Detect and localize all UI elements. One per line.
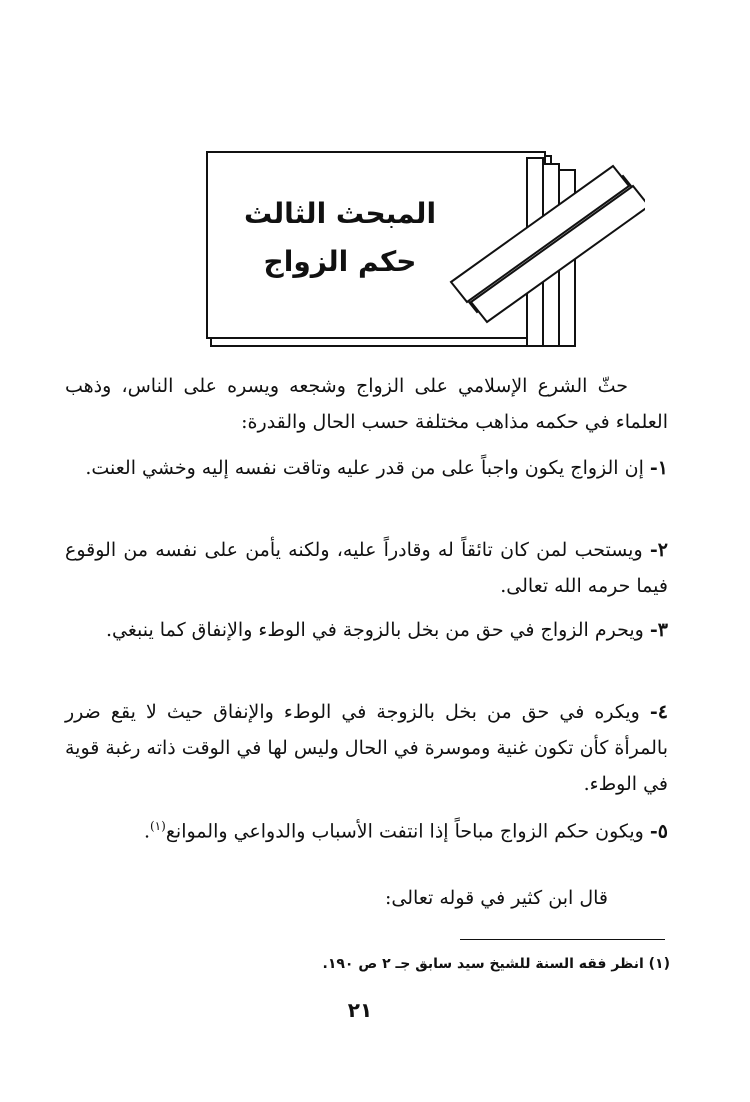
- section-label: المبحث الثالث: [243, 197, 437, 230]
- footnote-text: انظر فقه السنة للشيخ سيد سابق جـ ٢ ص ١٩٠.: [322, 956, 644, 972]
- list-item-number: ٢-: [649, 539, 668, 561]
- list-item-number: ٥-: [649, 820, 668, 843]
- list-item-1: [65, 450, 668, 486]
- list-item-4: [65, 694, 668, 802]
- section-title: حكم الزواج: [263, 245, 417, 278]
- list-item-number: ٤-: [649, 701, 668, 723]
- list-item-number: ١-: [649, 457, 668, 479]
- list-item-3: [65, 612, 668, 648]
- list-item-end: .: [143, 820, 150, 843]
- footnote-reference[interactable]: (١): [149, 819, 166, 833]
- quote-intro: قال ابن كثير في قوله تعالى:: [385, 887, 608, 909]
- list-item-text: ويكون حكم الزواج مباحاً إذا انتفت الأسباب والدواعي والموانع: [165, 820, 644, 843]
- list-item-text: ويكره في حق من بخل بالزوجة في الوطء والإنفاق حيث لا يقع ضرر بالمرأة كأن تكون غنية وموسرة في الحال وليس لها في الوقت ذاته رغبة قوية في الوطء.: [65, 701, 668, 795]
- list-item-text: إن الزواج يكون واجباً على من قدر عليه وتاقت نفسه إليه وخشي العنت.: [85, 457, 644, 479]
- list-item-5: [65, 808, 668, 849]
- list-item-number: ٣-: [649, 619, 668, 641]
- section-header-box: [205, 150, 645, 350]
- list-item-text: ويحرم الزواج في حق من بخل بالزوجة في الوطء والإنفاق كما ينبغي.: [105, 619, 644, 641]
- footnote: [280, 952, 670, 976]
- intro-paragraph: حثّ الشرع الإسلامي على الزواج وشجعه ويسره على الناس، وذهب العلماء في حكمه مذاهب مختلفة حسب الحال والقدرة:: [65, 375, 668, 433]
- page-number: ٢١: [347, 998, 373, 1022]
- list-item-2: [65, 532, 668, 604]
- footnote-divider: [460, 939, 665, 940]
- list-item-text: ويستحب لمن كان تائقاً له وقادراً عليه، ولكنه يأمن على نفسه من الوقوع فيما حرمه الله تعالى.: [65, 539, 668, 597]
- footnote-marker: (١): [648, 956, 670, 972]
